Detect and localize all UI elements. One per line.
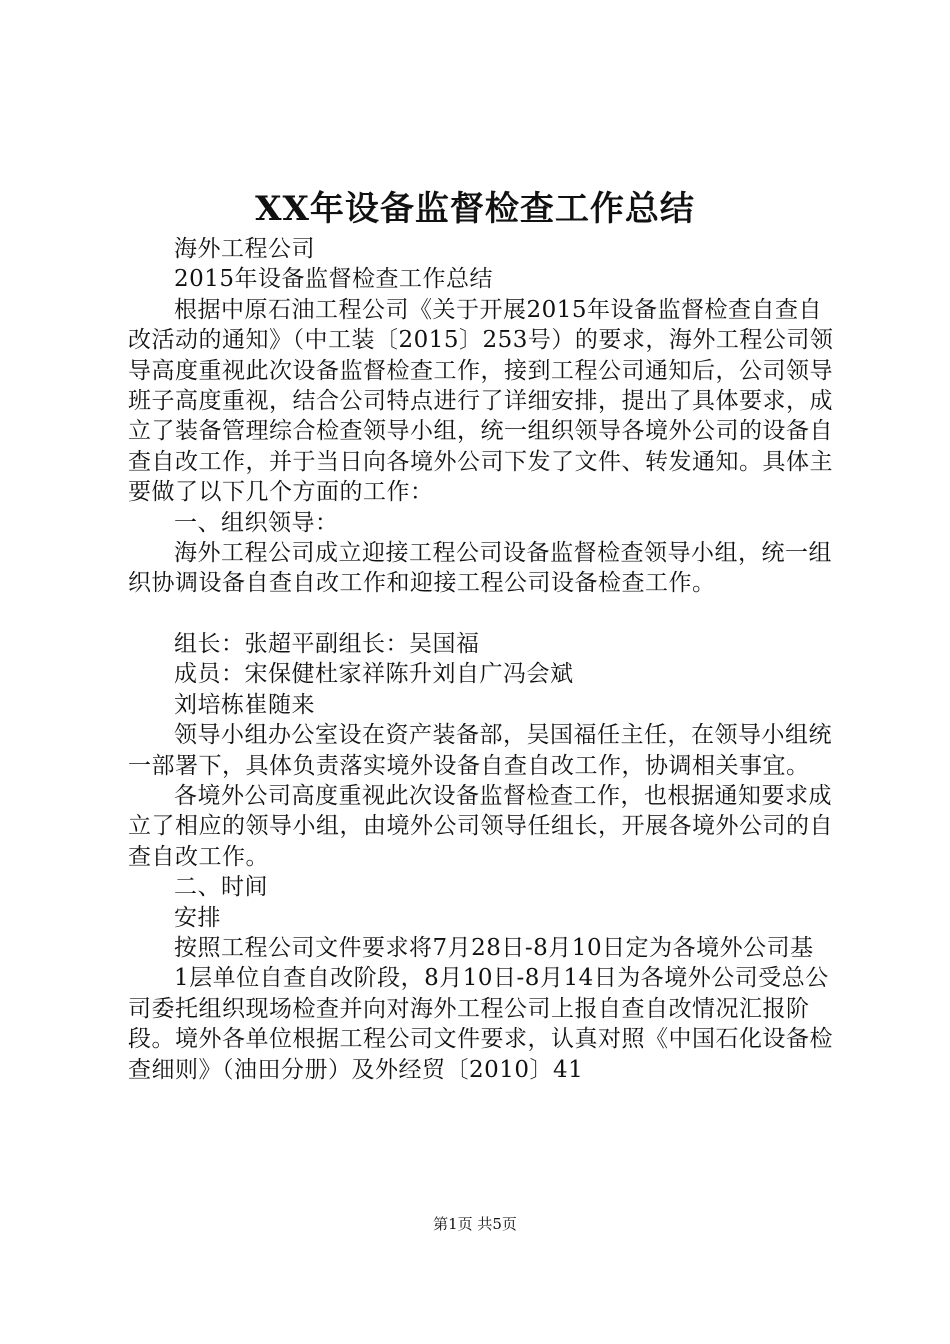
paragraph-office: 领导小组办公室设在资产装备部，吴国福任主任，在领导小组统一部署下，具体负责落实境外设备自查自改工作，协调相关事宜。 <box>128 722 832 779</box>
paragraph-company: 海外工程公司 <box>174 236 315 262</box>
page-footer: 第1页 共5页 <box>433 1215 517 1233</box>
document-title: XX年设备监督检查工作总结 <box>255 189 695 229</box>
paragraph-subtitle: 2015年设备监督检查工作总结 <box>174 266 494 293</box>
section-heading-time: 二、时间 <box>174 874 268 901</box>
document-body <box>128 234 840 1085</box>
paragraph-overseas: 各境外公司高度重视此次设备监督检查工作，也根据通知要求成立了相应的领导小组，由境外公司领导任组长，开展各境外公司的自查自改工作。 <box>128 782 833 870</box>
paragraph-members: 成员：宋保健杜家祥陈升刘自广冯会斌 <box>174 661 574 688</box>
paragraph-arrangement: 安排 <box>174 904 221 931</box>
paragraph-members-cont: 刘培栋崔随来 <box>174 691 315 718</box>
paragraph-schedule: 按照工程公司文件要求将7月28日-8月10日定为各境外公司基 <box>174 934 814 961</box>
paragraph-organization: 海外工程公司成立迎接工程公司设备监督检查领导小组，统一组织协调设备自查自改工作和迎接工程公司设备检查工作。 <box>128 540 832 597</box>
section-heading-organization: 一、组织领导： <box>174 509 339 536</box>
paragraph-stages: 1层单位自查自改阶段，8月10日-8月14日为各境外公司受总公司委托组织现场检查并向对海外工程公司上报自查自改情况汇报阶段。境外各单位根据工程公司文件要求，认真对照《中国石化设备检查细则》（油田分册）及外经贸〔2010〕41 <box>128 965 833 1083</box>
paragraph-intro: 根据中原石油工程公司《关于开展2015年设备监督检查自查自改活动的通知》（中工装〔2015〕253号）的要求，海外工程公司领导高度重视此次设备监督检查工作，接到工程公司通知后，公司领导班子高度重视，结合公司特点进行了详细安排，提出了具体要求，成立了装备管理综合检查领导小组，统一组织领导各境外公司的设备自查自改工作，并于当日向各境外公司下发了文件、转发通知。具体主要做了以下几个方面的工作： <box>128 296 834 506</box>
blank-line <box>128 599 840 629</box>
paragraph-leaders: 组长：张超平副组长：吴国福 <box>174 630 480 657</box>
